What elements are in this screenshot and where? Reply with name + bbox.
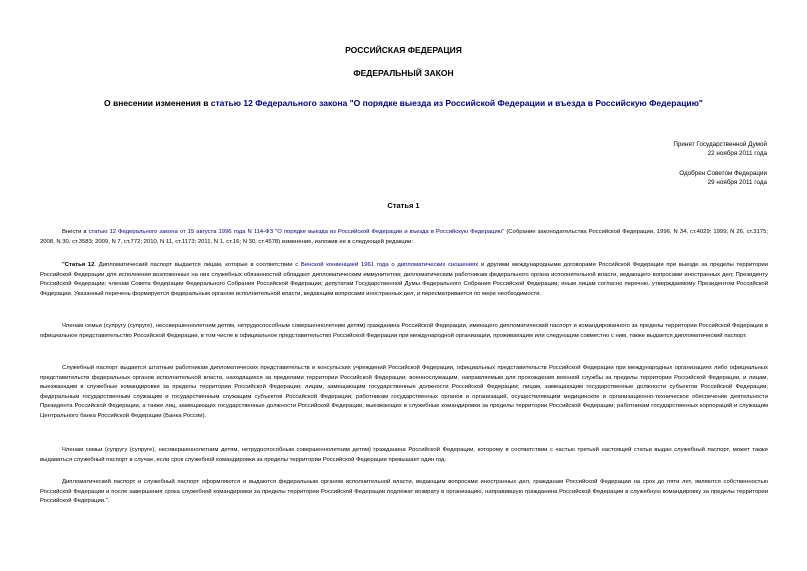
paragraph-1 <box>40 228 768 247</box>
paragraph-3: Членам семьи (супругу (супруге), несовершеннолетним детям, нетрудоспособным совершеннолетним детям) гражданина Российской Федерации, имеющего дипломатический паспорт и командированного за пределы территории Российской Федерации в официальное представительство Российской Федерации, в том числе в официальное представительство Российской Федерации при международной организации, проживающим или следующим совместно с ним, также выдается дипломатический паспорт. <box>40 323 768 339</box>
duma-label: Принят Государственной Думой <box>673 141 767 148</box>
law-title-prefix: О внесении изменения в <box>104 98 211 108</box>
paragraph-5: Членам семьи (супругу (супруге), несовершеннолетним детям, нетрудоспособным совершеннолетним детям) гражданина Российской Федерации, которому в соответствии с частью третьей настоящей статьи выдан служебный паспорт, может также выдаваться служебный паспорт в случае, если срок служебной командировки за пределы территории Российской Федерации превышает один год. <box>40 447 768 463</box>
council-date: 29 ноября 2011 года <box>707 179 767 186</box>
duma-adoption <box>673 140 767 158</box>
duma-date: 22 ноября 2011 года <box>707 150 767 157</box>
p1-law-link[interactable]: статью 12 Федерального закона от 15 августа 1996 года N 114-ФЗ "О порядке выезда из Российской Федерации и въезда в Российскую Федерацию" <box>88 229 505 235</box>
p1-text-a: Внести в <box>62 229 89 235</box>
law-title-link[interactable]: статью 12 Федерального закона "О порядке выезда из Российской Федерации и въезда в Российскую Федерацию" <box>210 98 703 108</box>
p2-article-label: "Статья 12 <box>62 262 95 268</box>
paragraph-4: Служебный паспорт выдается штатным работникам дипломатических представительств и консульских учреждений Российской Федерации, официальных представительств Российской Федерации при международных организациях либо официальных представительств федеральных органов исполнительной власти, находящихся за пределами территории Российской Федерации; военнослужащим, направляемым для прохождения военной службы за пределы территории Российской Федерации, и лицам, выезжающим в служебные командировки за пределы территории Российской Федерации; лицам, замещающим государственные должности Российской Федерации; лицам, замещающим государственные должности субъектов Российской Федерации; федеральным государственным служащим и государственным служащим субъектов Российской Федерации; работникам государственных органов и организаций, осуществляющим медицинское и организационно-техническое обеспечение деятельности Президента Российской Федерации, а также лиц, замещающих государственные должности Российской Федерации, выезжающих в служебные командировки за пределы территории Российской Федерации; работникам государственных корпораций и служащим Центрального банка Российской Федерации (Банка России). <box>40 365 768 419</box>
paragraph-6: Дипломатический паспорт и служебный паспорт оформляются и выдаются федеральным органом исполнительной власти, ведающим вопросами иностранных дел, гражданам Российской Федерации на срок до пяти лет, являются собственностью Российской Федерации и после завершения срока служебной командировки за пределы территории Российской Федерации подлежат возврату в организацию, направившую гражданина Российской Федерации в служебную командировку за пределы территории Российской Федерации.". <box>40 479 768 504</box>
council-approval <box>679 169 767 187</box>
article-heading: Статья 1 <box>387 201 420 210</box>
p2-text-a: . Дипломатический паспорт выдается лицам, которые в соответствии с <box>94 262 301 268</box>
law-title <box>20 98 787 108</box>
country-heading: РОССИЙСКАЯ ФЕДЕРАЦИЯ <box>345 45 462 55</box>
doc-type-heading: ФЕДЕРАЛЬНЫЙ ЗАКОН <box>353 68 454 78</box>
p1-text-b: (Собрание законодательства Российской Федерации, 1996, N 34, ст.4029; 1999, N 26, ст.3175; 2008, N 30, ст.3583; 2009, N 7, ст.772; 2010, N 11, ст.1173; 2011, N 1, ст.16; N 30, ст.4578) изменение, изложив ее в следующей редакции: <box>40 229 768 245</box>
paragraph-2 <box>40 261 768 299</box>
council-label: Одобрен Советом Федерации <box>679 170 767 177</box>
p2-text-b: и другими международными договорами Российской Федерации при выезде за пределы территории Российской Федерации для исполнения возложенных на них служебных обязанностей обладают дипломатическим иммунитетом; дипломатическим работникам федерального органа исполнительной власти, ведающего вопросами иностранных дел; Президенту Российской Федерации; членам Совета Федерации Федерального Собрания Российской Федерации; депутатам Государственной Думы Федерального Собрания Российской Федерации; иным лицам согласно перечню, утверждаемому Президентом Российской Федерации. Указанный перечень формируется федеральным органом исполнительной власти, ведающим вопросами иностранных дел, и пересматривается по мере необходимости. <box>40 262 769 297</box>
p2-convention-link[interactable]: Венской конвенцией 1961 года о дипломатических сношениях <box>300 262 479 268</box>
